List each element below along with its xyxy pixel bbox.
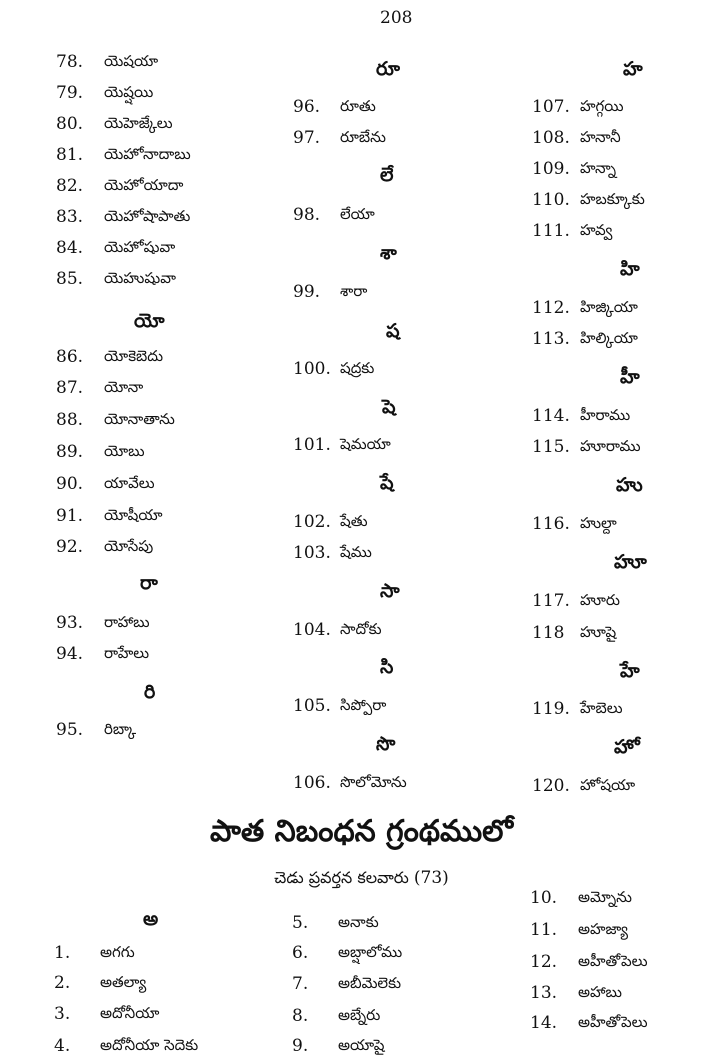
section-heading: రూ bbox=[376, 58, 400, 80]
entry-name: అహీతోపెలు bbox=[578, 1013, 648, 1031]
entry-number: 119. bbox=[532, 699, 570, 719]
entry-number: 82. bbox=[56, 176, 84, 196]
entry-name: అమ్నోను bbox=[578, 888, 632, 906]
page-number: 208 bbox=[380, 8, 413, 28]
entry-name: రిబ్కా bbox=[104, 720, 137, 738]
entry-name: యెష్షయి bbox=[104, 83, 154, 101]
entry-number: 103. bbox=[293, 543, 331, 563]
entry-number: 11. bbox=[530, 920, 558, 940]
entry-number: 81. bbox=[56, 145, 84, 165]
entry-number: 5. bbox=[292, 913, 309, 933]
entry-name: షేము bbox=[340, 543, 372, 561]
entry-number: 4. bbox=[54, 1036, 71, 1056]
section-heading: హో bbox=[614, 736, 640, 758]
entry-number: 108. bbox=[532, 128, 570, 148]
entry-name: యెహోషాపాతు bbox=[104, 207, 191, 225]
section-heading: హి bbox=[620, 258, 640, 280]
section-heading: రి bbox=[144, 681, 156, 703]
section-heading: ష bbox=[386, 320, 400, 342]
entry-number: 115. bbox=[532, 437, 570, 457]
entry-number: 89. bbox=[56, 442, 84, 462]
entry-name: షేతు bbox=[340, 512, 368, 530]
entry-name: రూబేను bbox=[340, 128, 386, 146]
section-heading: హ bbox=[623, 58, 643, 80]
section-heading: సొ bbox=[376, 733, 396, 755]
section-heading: హు bbox=[616, 474, 643, 496]
section-heading: హూ bbox=[614, 551, 647, 573]
entry-name: శారా bbox=[340, 282, 368, 300]
entry-number: 90. bbox=[56, 474, 84, 494]
entry-number: 96. bbox=[293, 97, 321, 117]
entry-name: హన్నా bbox=[580, 159, 617, 177]
section-heading: రా bbox=[140, 572, 158, 594]
entry-number: 80. bbox=[56, 114, 84, 134]
entry-name: అదోనీయా సెదెకు bbox=[100, 1036, 199, 1054]
entry-name: హేబెలు bbox=[580, 699, 623, 717]
entry-name: అహజ్యా bbox=[578, 920, 629, 938]
section-heading: లే bbox=[380, 164, 394, 186]
entry-name: అగగు bbox=[100, 943, 135, 961]
entry-number: 113. bbox=[532, 329, 570, 349]
entry-number: 6. bbox=[292, 943, 309, 963]
entry-number: 95. bbox=[56, 720, 84, 740]
entry-name: అబ్నేరు bbox=[338, 1006, 381, 1024]
entry-name: షెమయా bbox=[340, 435, 391, 453]
entry-name: యోసేపు bbox=[104, 537, 154, 555]
entry-number: 110. bbox=[532, 190, 570, 210]
entry-name: హూరు bbox=[580, 591, 620, 609]
entry-number: 107. bbox=[532, 97, 570, 117]
entry-name: అహీతోపెలు bbox=[578, 952, 648, 970]
entry-number: 106. bbox=[293, 773, 331, 793]
entry-number: 10. bbox=[530, 888, 558, 908]
entry-name: హూరాము bbox=[580, 437, 641, 455]
entry-name: షద్రకు bbox=[340, 359, 375, 377]
entry-number: 120. bbox=[532, 776, 570, 796]
entry-name: యోనా bbox=[104, 378, 144, 396]
entry-number: 12. bbox=[530, 952, 558, 972]
entry-number: 94. bbox=[56, 644, 84, 664]
entry-number: 8. bbox=[292, 1006, 309, 1026]
entry-name: హోషయా bbox=[580, 776, 636, 794]
subtitle-count: (73) bbox=[413, 868, 449, 888]
entry-name: అబ్షాలోము bbox=[338, 943, 403, 961]
entry-number: 118 bbox=[532, 623, 565, 643]
section-heading: హీ bbox=[620, 366, 640, 388]
entry-number: 3. bbox=[54, 1004, 71, 1024]
entry-name: లేయా bbox=[340, 205, 375, 223]
entry-name: హుల్దా bbox=[580, 514, 617, 532]
entry-number: 99. bbox=[293, 282, 321, 302]
entry-name: హిజ్కియా bbox=[580, 298, 638, 316]
entry-number: 78. bbox=[56, 52, 84, 72]
subtitle-text: చెడు ప్రవర్తన కలవారు bbox=[274, 868, 409, 887]
entry-name: అయాషై bbox=[338, 1036, 385, 1054]
entry-name: అతల్యా bbox=[100, 973, 147, 991]
entry-name: యెషయా bbox=[104, 52, 159, 70]
entry-name: యెహుషువా bbox=[104, 269, 176, 287]
entry-number: 93. bbox=[56, 613, 84, 633]
section-heading: యో bbox=[134, 310, 165, 332]
entry-number: 84. bbox=[56, 238, 84, 258]
section-heading: షే bbox=[380, 472, 394, 494]
entry-name: హూషై bbox=[580, 623, 617, 641]
entry-name: అనాకు bbox=[338, 913, 379, 931]
entry-name: యెహోనాదాబు bbox=[104, 145, 191, 163]
entry-number: 83. bbox=[56, 207, 84, 227]
entry-number: 14. bbox=[530, 1013, 558, 1033]
entry-number: 88. bbox=[56, 410, 84, 430]
entry-number: 109. bbox=[532, 159, 570, 179]
entry-name: హబక్కూకు bbox=[580, 190, 645, 208]
entry-name: యోబు bbox=[104, 442, 145, 460]
section-heading: సా bbox=[380, 580, 400, 602]
entry-number: 13. bbox=[530, 983, 558, 1003]
entry-number: 105. bbox=[293, 696, 331, 716]
section-heading: షె bbox=[382, 396, 396, 418]
entry-number: 117. bbox=[532, 591, 570, 611]
entry-name: రూతు bbox=[340, 97, 376, 115]
entry-number: 98. bbox=[293, 205, 321, 225]
entry-number: 85. bbox=[56, 269, 84, 289]
section-heading: హే bbox=[620, 660, 640, 682]
entry-name: యావేలు bbox=[104, 474, 155, 492]
entry-name: యెహోయాదా bbox=[104, 176, 184, 194]
section-title: పాత నిబంధన గ్రంథములో bbox=[209, 814, 514, 849]
entry-name: హిల్కియా bbox=[580, 329, 638, 347]
entry-number: 9. bbox=[292, 1036, 309, 1056]
entry-number: 7. bbox=[292, 974, 309, 994]
entry-number: 2. bbox=[54, 973, 71, 993]
section-heading: సి bbox=[380, 656, 394, 678]
entry-name: యోషీయా bbox=[104, 506, 163, 524]
entry-number: 91. bbox=[56, 506, 84, 526]
entry-number: 100. bbox=[293, 359, 331, 379]
entry-name: సొలోమోను bbox=[340, 773, 407, 791]
entry-number: 97. bbox=[293, 128, 321, 148]
entry-name: యెహోషువా bbox=[104, 238, 176, 256]
entry-name: రాహేలు bbox=[104, 644, 150, 662]
entry-number: 1. bbox=[54, 943, 71, 963]
entry-number: 112. bbox=[532, 298, 570, 318]
entry-name: యోకెబెదు bbox=[104, 347, 164, 365]
entry-number: 86. bbox=[56, 347, 84, 367]
section-heading: అ bbox=[143, 908, 159, 930]
entry-number: 102. bbox=[293, 512, 331, 532]
entry-name: అహాబు bbox=[578, 983, 622, 1001]
entry-name: యోనాతాను bbox=[104, 410, 175, 428]
entry-name: సాదోకు bbox=[340, 620, 382, 638]
entry-number: 111. bbox=[532, 221, 570, 241]
entry-number: 79. bbox=[56, 83, 84, 103]
entry-name: అబీమెలెకు bbox=[338, 974, 402, 992]
entry-name: రాహాబు bbox=[104, 613, 150, 631]
entry-name: హగ్గయి bbox=[580, 97, 624, 115]
entry-number: 92. bbox=[56, 537, 84, 557]
entry-name: హవ్వ bbox=[580, 221, 613, 239]
entry-number: 114. bbox=[532, 406, 570, 426]
entry-name: యెహెజ్కేలు bbox=[104, 114, 173, 132]
entry-number: 104. bbox=[293, 620, 331, 640]
entry-name: సిప్పోరా bbox=[340, 696, 387, 714]
entry-number: 87. bbox=[56, 378, 84, 398]
entry-name: హీరాము bbox=[580, 406, 631, 424]
entry-name: అదోనీయా bbox=[100, 1004, 160, 1022]
entry-number: 116. bbox=[532, 514, 570, 534]
section-heading: శా bbox=[380, 242, 397, 264]
entry-number: 101. bbox=[293, 435, 331, 455]
entry-name: హనానీ bbox=[580, 128, 621, 146]
